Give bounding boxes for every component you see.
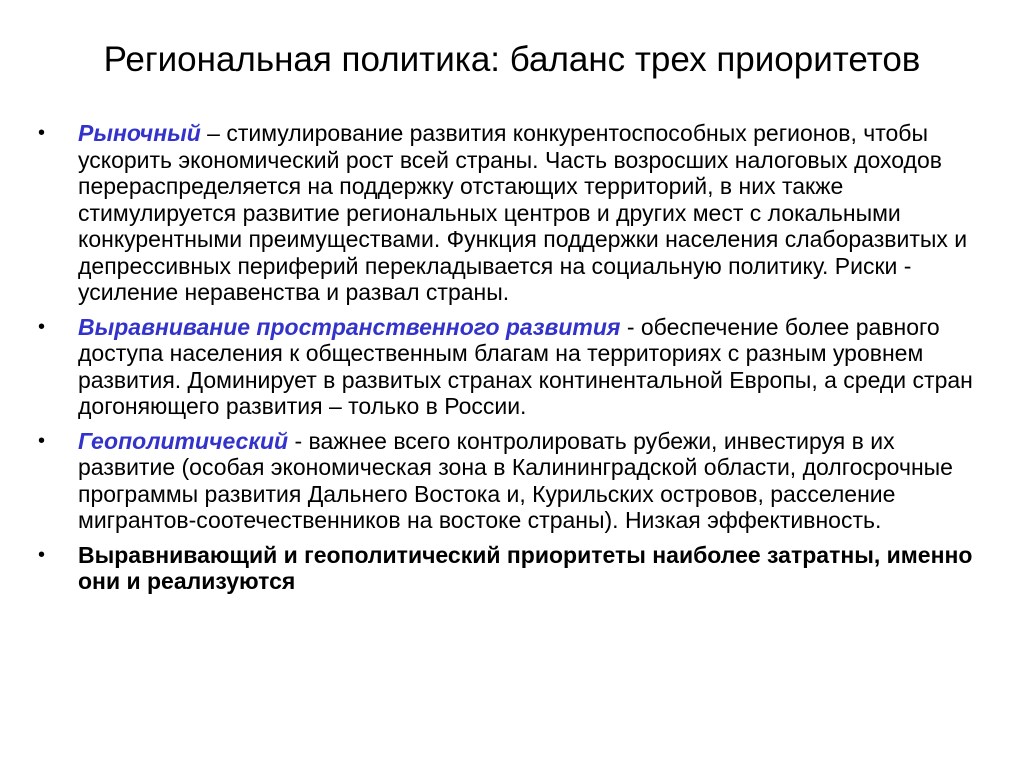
bullet-text: – стимулирование развития конкурентоспособных регионов, чтобы ускорить экономический рост всей страны. Часть возросших налоговых доходов перераспределяется на поддержку отстающих территорий, в них также стимулируется развитие региональных центров и других мест с локальными конкурентными преимуществами. Функция поддержки населения слаборазвитых и депрессивных периферий перекладывается на социальную политику. Риски - усиление неравенства и развал страны. [78, 120, 968, 305]
bullet-term: Геополитический [78, 427, 289, 454]
bullet-conclusion-text: Выравнивающий и геополитический приоритеты наиболее затратны, именно они и реализуются [78, 541, 973, 594]
bullet-term: Выравнивание пространственного развития [78, 313, 621, 340]
bullet-text: - обеспечение более равного доступа населения к общественным благам на территориях с разным уровнем развития. Доминирует в развитых странах континентальной Европы, а среди стран догоняющего развития – только в России. [78, 313, 973, 419]
bullet-dot-icon: • [38, 429, 46, 452]
bullet-conclusion [38, 542, 988, 595]
bullet-list [38, 120, 988, 603]
bullet-text: - важнее всего контролировать рубежи, инвестируя в их развитие (особая экономическая зона в Калининградской области, долгосрочные программы развития Дальнего Востока и, Курильских островов, расселение мигрантов-соотечественников на востоке страны). Низкая эффективность. [78, 427, 953, 533]
slide-title: Региональная политика: баланс трех приоритетов [103, 40, 921, 79]
bullet-dot-icon: • [38, 315, 46, 338]
bullet-dot-icon: • [38, 543, 46, 566]
bullet-geopolitical [38, 428, 988, 534]
bullet-term: Рыночный [78, 120, 201, 146]
bullet-equalization [38, 314, 988, 420]
bullet-dot-icon: • [38, 122, 46, 144]
bullet-market [38, 120, 988, 306]
